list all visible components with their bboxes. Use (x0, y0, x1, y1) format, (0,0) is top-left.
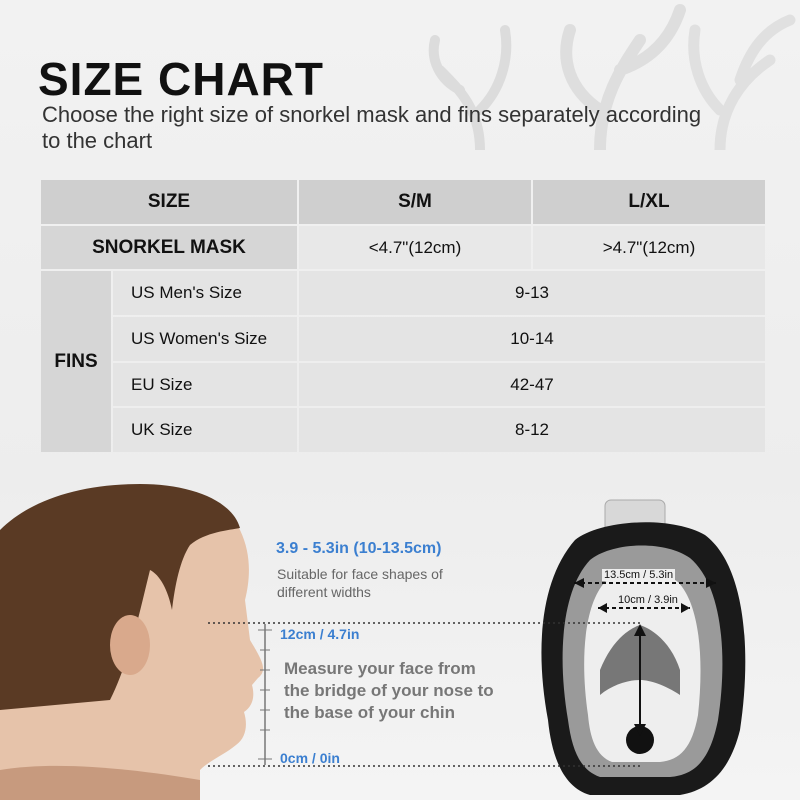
outer-width-label: 13.5cm / 5.3in (604, 569, 674, 581)
top-mark-label: 12cm / 4.7in (280, 626, 360, 642)
fins-row-value: 8-12 (299, 408, 765, 452)
width-note (277, 565, 443, 601)
snorkel-mask-label: SNORKEL MASK (41, 226, 297, 269)
fins-row-value: 10-14 (299, 317, 765, 361)
snorkel-mask-illustration (541, 500, 745, 795)
lxl-header: L/XL (533, 180, 765, 224)
size-header: SIZE (41, 180, 297, 224)
fins-row-label: EU Size (113, 363, 297, 406)
mask-lxl-value: >4.7"(12cm) (533, 226, 765, 269)
instruction-line: Measure your face from (284, 659, 476, 678)
man-profile-illustration (0, 484, 263, 800)
width-note-line: Suitable for face shapes of (277, 566, 443, 582)
ruler (258, 624, 272, 765)
fins-label: FINS (41, 271, 111, 452)
face-measure-illustration (0, 470, 800, 800)
measure-instruction (284, 658, 494, 724)
instruction-line: the bridge of your nose to (284, 681, 494, 700)
fins-row-value: 42-47 (299, 363, 765, 406)
fins-row-label: US Women's Size (113, 317, 297, 361)
mask-sm-value: <4.7"(12cm) (299, 226, 531, 269)
page-title: SIZE CHART (38, 53, 324, 105)
fins-row-value: 9-13 (299, 271, 765, 315)
width-range: 3.9 - 5.3in (10-13.5cm) (276, 540, 442, 557)
page-subtitle: Choose the right size of snorkel mask and fins separately according to the chart (42, 102, 702, 153)
fins-row-label: UK Size (113, 408, 297, 452)
instruction-line: the base of your chin (284, 703, 455, 722)
size-table (41, 180, 765, 452)
width-note-line: different widths (277, 584, 371, 600)
fins-row-label: US Men's Size (113, 271, 297, 315)
inner-width-label: 10cm / 3.9in (618, 594, 678, 606)
sm-header: S/M (299, 180, 531, 224)
bottom-mark-label: 0cm / 0in (280, 750, 340, 766)
